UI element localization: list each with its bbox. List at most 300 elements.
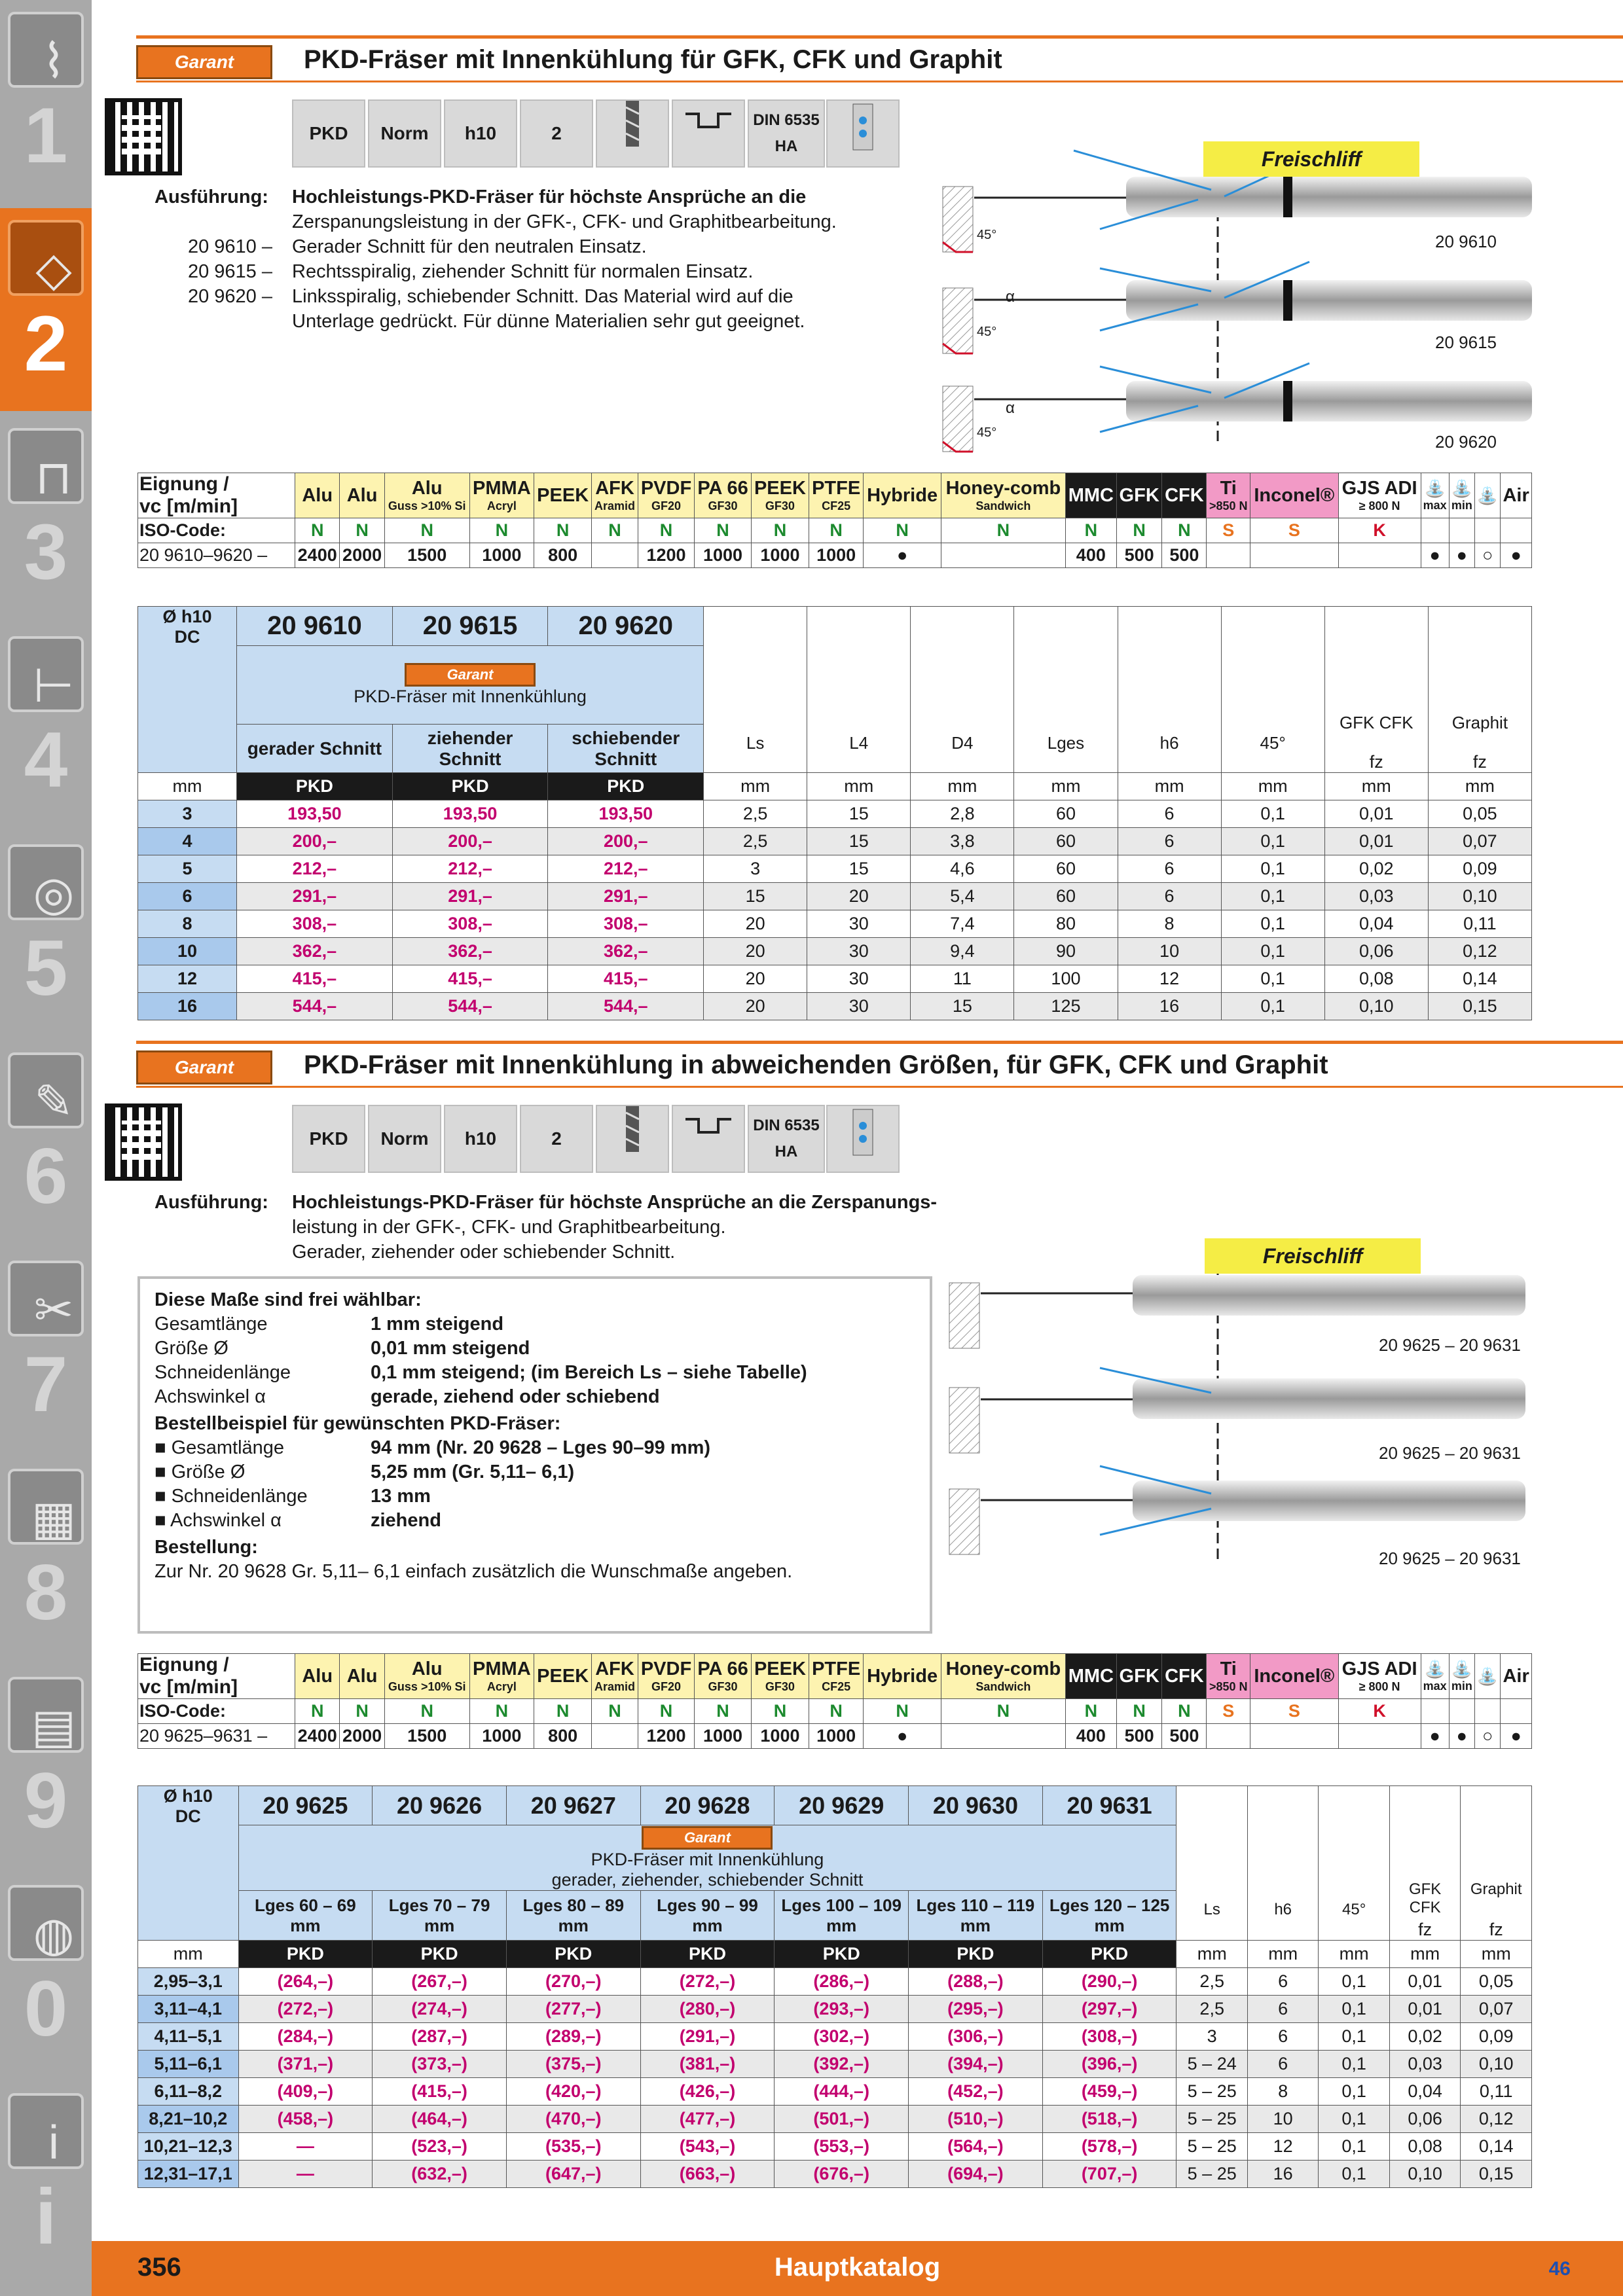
table-cell[interactable]: 291,– <box>237 883 393 910</box>
table-cell: 2,5 <box>1176 1996 1247 2023</box>
table-cell[interactable]: — <box>238 2133 373 2161</box>
qr-code-icon[interactable] <box>105 1103 182 1181</box>
chapter-number: 3 <box>24 508 68 596</box>
cutting-speed: ● <box>1449 543 1474 568</box>
table-cell[interactable]: 544,– <box>237 993 393 1020</box>
table-cell: 10 <box>1247 2106 1318 2133</box>
freischliff-label: Freischliff <box>1205 1238 1421 1274</box>
iso-code <box>1421 518 1449 543</box>
table-cell[interactable]: (564,–) <box>909 2133 1043 2161</box>
table-cell[interactable]: (632,–) <box>373 2161 507 2188</box>
diagram-label: 20 9625 – 20 9631 <box>1379 1335 1521 1355</box>
table-cell[interactable]: (409,–) <box>238 2078 373 2106</box>
iso-code: N <box>638 1699 695 1724</box>
iso-code: S <box>1250 518 1338 543</box>
iso-code: K <box>1338 1699 1421 1724</box>
sidebar-item-9[interactable] <box>0 1665 92 1868</box>
ausf-line1: Hochleistungs-PKD-Fräser für höchste Ansprüche an die <box>292 187 807 207</box>
page-index: 46 <box>1548 2258 1571 2280</box>
table-cell: 0,15 <box>1428 993 1531 1020</box>
iso-code: N <box>1116 518 1162 543</box>
chapter-sidebar <box>0 0 92 2296</box>
iso-code: N <box>941 1699 1065 1724</box>
cabinet-icon: ▤ <box>8 1677 84 1753</box>
material-column: GFK <box>1116 473 1162 518</box>
table-cell[interactable]: (663,–) <box>640 2161 775 2188</box>
table-cell[interactable]: (270,–) <box>506 1968 640 1996</box>
table-cell[interactable]: 308,– <box>392 910 548 938</box>
iso-code: N <box>1162 1699 1207 1724</box>
sidebar-item-2[interactable] <box>0 208 92 411</box>
qr-code-icon[interactable] <box>105 98 182 175</box>
iso-code: N <box>384 518 469 543</box>
chapter-number: i <box>35 2173 57 2261</box>
table-cell: 0,02 <box>1389 2023 1460 2051</box>
material-column: PVDF GF20 <box>638 1654 695 1699</box>
table-cell[interactable]: (676,–) <box>775 2161 909 2188</box>
dimension-column: 45° <box>1221 607 1324 773</box>
cutting-speed: 2000 <box>340 543 384 568</box>
table-cell: 2,5 <box>704 828 807 855</box>
material-column: PEEK GF30 <box>751 1654 809 1699</box>
cutting-speed: 1200 <box>638 543 695 568</box>
table-cell[interactable]: (295,–) <box>909 1996 1043 2023</box>
cutting-speed: 500 <box>1116 543 1162 568</box>
diagram-label: 20 9620 <box>1435 432 1497 452</box>
table-cell: 6 <box>1118 800 1221 828</box>
table-cell[interactable]: (452,–) <box>909 2078 1043 2106</box>
table-cell: 4 <box>138 828 237 855</box>
iso-code: N <box>809 1699 864 1724</box>
table-row <box>138 855 1532 883</box>
table-cell[interactable]: (289,–) <box>506 2023 640 2051</box>
table-cell: 60 <box>1014 800 1118 828</box>
material-column: Inconel® <box>1250 1654 1338 1699</box>
table-row <box>138 1968 1532 1996</box>
article-number[interactable]: 20 9628 <box>640 1786 775 1825</box>
section1-header <box>136 35 1623 82</box>
table-cell[interactable]: (291,–) <box>640 2023 775 2051</box>
section2-description <box>155 1190 940 1265</box>
angle-label: 45° <box>977 325 997 339</box>
variant-line <box>155 259 927 284</box>
iso-code: N <box>592 1699 638 1724</box>
variant-line <box>155 284 927 309</box>
table-row <box>138 1996 1532 2023</box>
iso-code <box>1449 518 1474 543</box>
table-cell[interactable]: (510,–) <box>909 2106 1043 2133</box>
material-column: PA 66 GF30 <box>695 473 752 518</box>
unit-mm: mm <box>1118 773 1221 800</box>
table-cell[interactable]: (415,–) <box>373 2078 507 2106</box>
table-cell: 16 <box>1247 2161 1318 2188</box>
workbench-icon: ▦ <box>8 1469 84 1545</box>
sidebar-item-1[interactable] <box>0 0 92 203</box>
table-cell[interactable]: (694,–) <box>909 2161 1043 2188</box>
iso-code: N <box>592 518 638 543</box>
table-cell[interactable]: (306,–) <box>909 2023 1043 2051</box>
table-cell[interactable]: (518,–) <box>1042 2106 1176 2133</box>
table-cell: 0,14 <box>1461 2133 1532 2161</box>
variant-line <box>155 309 927 334</box>
cutting-speed: 400 <box>1065 1724 1116 1749</box>
diagram-label: 20 9615 <box>1435 332 1497 352</box>
table-cell: 0,1 <box>1319 2106 1389 2133</box>
table-cell: 0,10 <box>1389 2161 1460 2188</box>
table-row <box>138 2051 1532 2078</box>
table-cell[interactable]: (308,–) <box>1042 2023 1176 2051</box>
table-cell: 0,1 <box>1319 2078 1389 2106</box>
table-cell[interactable]: (381,–) <box>640 2051 775 2078</box>
table-cell: 12 <box>1118 965 1221 993</box>
table-cell[interactable]: (459,–) <box>1042 2078 1176 2106</box>
table-cell[interactable]: (287,–) <box>373 2023 507 2051</box>
table-cell: 8,21–10,2 <box>138 2106 239 2133</box>
cutting-icon <box>596 1105 669 1173</box>
box-title: Diese Maße sind frei wählbar: <box>155 1289 422 1310</box>
material-column: AFK Aramid <box>592 473 638 518</box>
chapter-number: 7 <box>24 1340 68 1428</box>
table-cell[interactable]: 544,– <box>392 993 548 1020</box>
table-cell[interactable]: 362,– <box>548 938 704 965</box>
material-column: PEEK <box>534 1654 592 1699</box>
cutting-speed: 1000 <box>695 1724 752 1749</box>
material-column: AFK Aramid <box>592 1654 638 1699</box>
table-cell: 30 <box>807 965 911 993</box>
wrench-icon: ✎ <box>8 1052 84 1128</box>
h10-icon: h10 <box>444 99 517 168</box>
length-range: Lges 120 – 125 mm <box>1042 1891 1176 1941</box>
material-column: Alu Guss >10% Si <box>384 473 469 518</box>
section2-title: PKD-Fräser mit Innenkühlung in abweichenden Größen, für GFK, CFK und Graphit <box>304 1050 1328 1079</box>
material-column: Alu <box>295 473 340 518</box>
table-cell[interactable]: (277,–) <box>506 1996 640 2023</box>
table-cell[interactable]: (396,–) <box>1042 2051 1176 2078</box>
drill-icon: ⌇ <box>8 12 84 88</box>
table-cell[interactable]: (420,–) <box>506 2078 640 2106</box>
table-cell[interactable]: 362,– <box>237 938 393 965</box>
table-cell[interactable]: 212,– <box>392 855 548 883</box>
page-number: 356 <box>137 2253 181 2282</box>
table-cell: 2,5 <box>1176 1968 1247 1996</box>
table-cell: 0,09 <box>1461 2023 1532 2051</box>
sidebar-item-4[interactable] <box>0 624 92 827</box>
example-line: ■ Größe Ø 5,25 mm (Gr. 5,11– 6,1) <box>155 1462 575 1482</box>
unit-mm: mm <box>1221 773 1324 800</box>
cutting-speed: 1000 <box>809 1724 864 1749</box>
table-cell[interactable]: (290,–) <box>1042 1968 1176 1996</box>
cutting-speed <box>1250 1724 1338 1749</box>
table-cell[interactable]: 362,– <box>392 938 548 965</box>
table-row <box>138 2161 1532 2188</box>
iso-code: K <box>1338 518 1421 543</box>
table-row <box>138 2106 1532 2133</box>
h10-icon: h10 <box>444 1105 517 1173</box>
pkd-label: PKD <box>775 1941 909 1968</box>
cutting-speed: 500 <box>1162 543 1207 568</box>
article-number[interactable]: 20 9627 <box>506 1786 640 1825</box>
unit-mm: mm <box>807 773 911 800</box>
table-cell: 8 <box>1247 2078 1318 2106</box>
material-column: Alu Guss >10% Si <box>384 1654 469 1699</box>
table-cell[interactable]: 308,– <box>237 910 393 938</box>
table-cell: 10,21–12,3 <box>138 2133 239 2161</box>
table-cell: 5 – 25 <box>1176 2078 1247 2106</box>
table-cell[interactable]: 415,– <box>392 965 548 993</box>
sidebar-item-8[interactable] <box>0 1457 92 1660</box>
box-line: Gesamtlänge 1 mm steigend <box>155 1314 504 1335</box>
table-cell[interactable]: (297,–) <box>1042 1996 1176 2023</box>
cutting-speed: 500 <box>1162 1724 1207 1749</box>
table-cell: 0,10 <box>1324 993 1428 1020</box>
table-cell[interactable]: (426,–) <box>640 2078 775 2106</box>
table-row <box>138 938 1532 965</box>
table-cell[interactable]: 291,– <box>392 883 548 910</box>
table-cell: 3 <box>138 800 237 828</box>
table-cell[interactable]: (373,–) <box>373 2051 507 2078</box>
table-cell[interactable]: 193,50 <box>548 800 704 828</box>
pliers-icon: ✂ <box>8 1261 84 1336</box>
article-number[interactable]: 20 9631 <box>1042 1786 1176 1825</box>
table-cell[interactable]: (280,–) <box>640 1996 775 2023</box>
table-cell: 15 <box>807 800 911 828</box>
table-cell[interactable]: (394,–) <box>909 2051 1043 2078</box>
table-cell[interactable]: 415,– <box>548 965 704 993</box>
variant-text: Rechtsspiralig, ziehender Schnitt für normalen Einsatz. <box>292 261 754 282</box>
table-cell: 0,03 <box>1324 883 1428 910</box>
iso-code: N <box>340 518 384 543</box>
table-cell[interactable]: (302,–) <box>775 2023 909 2051</box>
cutting-speed <box>1338 1724 1421 1749</box>
table-cell[interactable]: 193,50 <box>392 800 548 828</box>
article-number[interactable]: 20 9620 <box>548 607 704 646</box>
suitability-table <box>137 473 1532 568</box>
table-cell[interactable]: (274,–) <box>373 1996 507 2023</box>
sidebar-item-6[interactable] <box>0 1041 92 1244</box>
cutting-speed <box>941 543 1065 568</box>
cutting-speed: 500 <box>1116 1724 1162 1749</box>
cutting-speed: 1000 <box>469 543 534 568</box>
table-cell: 5 <box>138 855 237 883</box>
length-range: Lges 60 – 69 mm <box>238 1891 373 1941</box>
cutting-speed: 800 <box>534 543 592 568</box>
cutting-speed: ○ <box>1474 1724 1500 1749</box>
table-cell: 0,1 <box>1221 993 1324 1020</box>
table-cell[interactable]: (707,–) <box>1042 2161 1176 2188</box>
coolant-icon: ⛲ min <box>1449 1654 1474 1699</box>
info-icon: i <box>8 2093 84 2169</box>
insert-icon: ◇ <box>8 220 84 296</box>
table-cell: 60 <box>1014 828 1118 855</box>
table-cell: 6 <box>1118 828 1221 855</box>
pkd-label: PKD <box>506 1941 640 1968</box>
table-cell[interactable]: (444,–) <box>775 2078 909 2106</box>
sidebar-item-i[interactable] <box>0 2081 92 2284</box>
table-cell[interactable]: (477,–) <box>640 2106 775 2133</box>
iso-code: N <box>1162 518 1207 543</box>
table-cell: 60 <box>1014 883 1118 910</box>
alpha-label: α <box>1006 399 1015 417</box>
table-cell[interactable]: 415,– <box>237 965 393 993</box>
table-cell: 0,05 <box>1428 800 1531 828</box>
table-cell[interactable]: (371,–) <box>238 2051 373 2078</box>
table-cell: 6 <box>1247 1968 1318 1996</box>
variant-number: 20 9615 – <box>187 261 272 282</box>
unit-mm: mm <box>1389 1941 1460 1968</box>
table-cell: 20 <box>704 938 807 965</box>
table-cell: 6 <box>1247 2023 1318 2051</box>
material-column: Ti >850 N <box>1207 1654 1250 1699</box>
caliper-icon: ⊢ <box>8 636 84 712</box>
unit-mm: mm <box>1428 773 1531 800</box>
table-cell: 15 <box>911 993 1014 1020</box>
table-cell[interactable]: (458,–) <box>238 2106 373 2133</box>
material-column: GJS ADI ≥ 800 N <box>1338 473 1421 518</box>
table-cell: 6 <box>1118 855 1221 883</box>
variant-line <box>155 234 927 259</box>
chapter-number: 0 <box>24 1965 68 2053</box>
table-cell[interactable]: (523,–) <box>373 2133 507 2161</box>
table-cell[interactable]: (470,–) <box>506 2106 640 2133</box>
table-cell: 0,07 <box>1428 828 1531 855</box>
article-number[interactable]: 20 9629 <box>775 1786 909 1825</box>
iso-label: ISO-Code: <box>138 518 295 543</box>
table-cell: 12 <box>138 965 237 993</box>
product-name: Garant PKD-Fräser mit Innenkühlung <box>237 646 704 725</box>
material-column: Honey-comb Sandwich <box>941 1654 1065 1699</box>
pkd-label: PKD <box>237 773 393 800</box>
sidebar-item-5[interactable] <box>0 833 92 1035</box>
iso-code <box>1474 518 1500 543</box>
table-cell[interactable]: (501,–) <box>775 2106 909 2133</box>
table-cell[interactable]: 200,– <box>237 828 393 855</box>
table-row <box>138 910 1532 938</box>
iso-code <box>1501 1699 1532 1724</box>
iso-code: S <box>1207 518 1250 543</box>
table-cell: 30 <box>807 910 911 938</box>
article-number[interactable]: 20 9610 <box>237 607 393 646</box>
cutting-speed <box>1207 1724 1250 1749</box>
pkd-label: PKD <box>1042 1941 1176 1968</box>
table-cell[interactable]: (578,–) <box>1042 2133 1176 2161</box>
diagram-label: 20 9625 – 20 9631 <box>1379 1549 1521 1568</box>
table-cell: 0,12 <box>1428 938 1531 965</box>
table-cell[interactable]: (553,–) <box>775 2133 909 2161</box>
article-number[interactable]: 20 9615 <box>392 607 548 646</box>
material-column: Alu <box>295 1654 340 1699</box>
table-cell: 0,01 <box>1324 828 1428 855</box>
chapter-number: 2 <box>24 300 68 387</box>
table-cell[interactable]: (375,–) <box>506 2051 640 2078</box>
article-number[interactable]: 20 9630 <box>909 1786 1043 1825</box>
table-cell[interactable]: (293,–) <box>775 1996 909 2023</box>
table-cell[interactable]: (647,–) <box>506 2161 640 2188</box>
table-cell[interactable]: (267,–) <box>373 1968 507 1996</box>
material-column: PA 66 GF30 <box>695 1654 752 1699</box>
iso-code: N <box>864 1699 941 1724</box>
iso-code: N <box>941 518 1065 543</box>
garant-logo: Garant <box>136 45 272 79</box>
table-cell[interactable]: (284,–) <box>238 2023 373 2051</box>
table-cell: 15 <box>807 828 911 855</box>
sidebar-item-3[interactable] <box>0 416 92 619</box>
slot-icon <box>672 1105 745 1173</box>
table-cell[interactable]: (288,–) <box>909 1968 1043 1996</box>
table-cell[interactable]: (535,–) <box>506 2133 640 2161</box>
series-label: 20 9625–9631 – <box>138 1724 295 1749</box>
table-cell: 0,1 <box>1319 2051 1389 2078</box>
table-cell: 8 <box>138 910 237 938</box>
ausf-line2: Zerspanungsleistung in der GFK-, CFK- und Graphitbearbeitung. <box>292 211 837 232</box>
custom-dimensions-box <box>137 1276 932 1634</box>
dimension-column: 45° <box>1319 1786 1389 1941</box>
table-cell: 0,1 <box>1319 1996 1389 2023</box>
table-cell[interactable]: (543,–) <box>640 2133 775 2161</box>
table-cell: 0,05 <box>1461 1968 1532 1996</box>
table-cell[interactable]: (272,–) <box>238 1996 373 2023</box>
table-cell[interactable]: 200,– <box>548 828 704 855</box>
table-cell: 3 <box>1176 2023 1247 2051</box>
table-cell[interactable]: 200,– <box>392 828 548 855</box>
table-cell[interactable]: (286,–) <box>775 1968 909 1996</box>
table-cell: 7,4 <box>911 910 1014 938</box>
example-title: Bestellbeispiel für gewünschten PKD-Fräser: <box>155 1413 561 1434</box>
table-cell: 5,4 <box>911 883 1014 910</box>
table-cell: 6,11–8,2 <box>138 2078 239 2106</box>
table-cell[interactable]: (272,–) <box>640 1968 775 1996</box>
sidebar-item-0[interactable] <box>0 1873 92 2076</box>
table-cell: 2,95–3,1 <box>138 1968 239 1996</box>
table-cell: 0,11 <box>1461 2078 1532 2106</box>
material-column: Air <box>1501 1654 1532 1699</box>
diameter-header: Ø h10 DC <box>138 1786 239 1941</box>
product-table <box>137 1785 1532 2188</box>
table-cell[interactable]: (392,–) <box>775 2051 909 2078</box>
cut-type: schiebender Schnitt <box>548 725 704 773</box>
table-cell: 0,04 <box>1324 910 1428 938</box>
cut-type: gerader Schnitt <box>237 725 393 773</box>
iso-code: N <box>469 1699 534 1724</box>
table-cell[interactable]: — <box>238 2161 373 2188</box>
table-cell[interactable]: 308,– <box>548 910 704 938</box>
table-cell[interactable]: 291,– <box>548 883 704 910</box>
table-cell[interactable]: 212,– <box>548 855 704 883</box>
table-cell[interactable]: 193,50 <box>237 800 393 828</box>
iso-code: N <box>295 1699 340 1724</box>
table-cell: 0,1 <box>1319 2161 1389 2188</box>
pkd-label: PKD <box>640 1941 775 1968</box>
iso-code: N <box>384 1699 469 1724</box>
example-line: ■ Schneidenlänge 13 mm <box>155 1486 431 1507</box>
table-cell[interactable]: (264,–) <box>238 1968 373 1996</box>
sidebar-item-7[interactable] <box>0 1249 92 1452</box>
table-cell[interactable]: (464,–) <box>373 2106 507 2133</box>
iso-code: N <box>534 1699 592 1724</box>
table-cell: 0,12 <box>1461 2106 1532 2133</box>
suitability-table <box>137 1653 1532 1749</box>
coolant-icon: ⛲ max <box>1421 473 1449 518</box>
table-cell: 20 <box>704 993 807 1020</box>
table-cell[interactable]: 544,– <box>548 993 704 1020</box>
table-cell[interactable]: 212,– <box>237 855 393 883</box>
article-number[interactable]: 20 9626 <box>373 1786 507 1825</box>
section1-description <box>155 185 927 334</box>
article-number[interactable]: 20 9625 <box>238 1786 373 1825</box>
pkd-label: PKD <box>909 1941 1043 1968</box>
cutting-icon <box>596 99 669 168</box>
iso-code: N <box>1065 518 1116 543</box>
iso-code: N <box>751 1699 809 1724</box>
